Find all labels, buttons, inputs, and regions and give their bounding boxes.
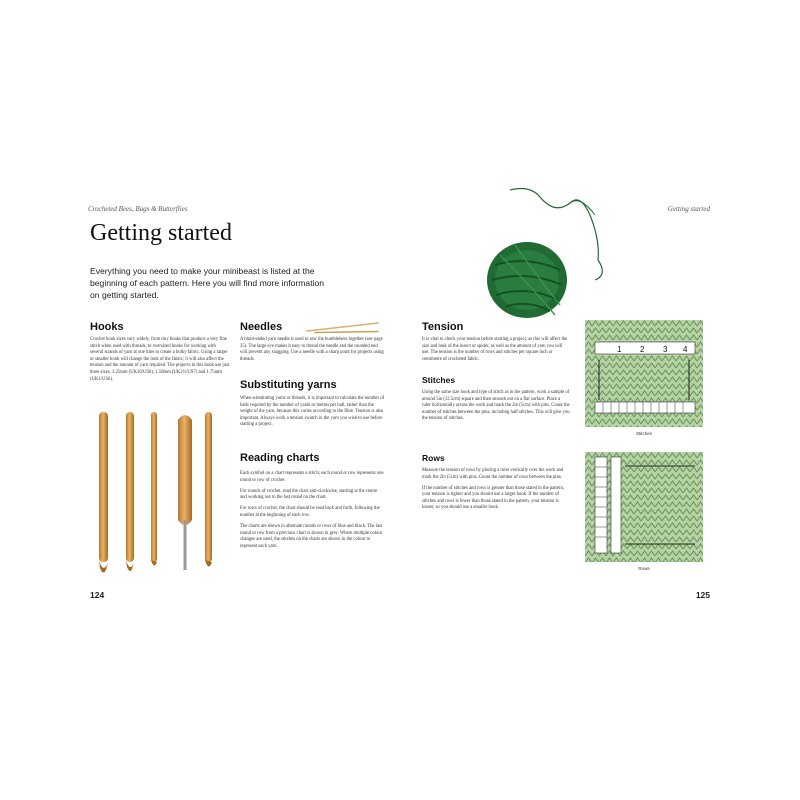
- stitches-body: Using the same size hook and type of stitch as in the pattern, work a sample of around 5in (12.5cm) square and then smooth out on a flat surface. Place a ruler horizontally across the work and mark the 2in (5cm) with pins. Count the number of stitches between the pins, including half stitches. This will give you the tension of stitches.: [422, 390, 570, 422]
- stitches-swatch-image: [585, 320, 703, 427]
- running-head-left: Crocheted Bees, Bugs & Butterflies: [88, 205, 188, 213]
- reading-charts-paragraph: For rows of crochet, the chart should be read back and forth, following the number at the beginning of each row.: [240, 506, 380, 518]
- yarn-needles-image: [305, 320, 380, 334]
- ruler-top: [595, 342, 695, 354]
- ruler-number-2: 2: [640, 345, 645, 354]
- ruler-number-1: 1: [617, 345, 622, 354]
- stitches-caption: Stitches: [635, 431, 652, 436]
- intro-text: Everything you need to make your minibeast is listed at the beginning of each pattern. Here you will find more information on getting started.: [90, 266, 325, 300]
- reading-charts-body: [240, 471, 385, 555]
- rows-heading: Rows: [422, 453, 445, 463]
- substituting-body: When substituting yarns or threads, it is important to calculate the number of balls required by the number of yards or metres per ball, rather than the weight of the yarn, because this varies according to the fibre. Tension is also important. Always work a tension swatch in the yarn you wish to use before starting a project.: [240, 396, 385, 428]
- ruler-number-4: 4: [683, 345, 688, 354]
- right-page: [400, 195, 720, 605]
- ruler-vertical: [595, 457, 607, 553]
- hook-3: [151, 412, 157, 566]
- hook-1: [99, 412, 108, 573]
- needles-heading: Needles: [240, 321, 283, 333]
- hook-5: [205, 412, 212, 567]
- reading-charts-paragraph: For rounds of crochet, read the chart anti-clockwise, starting at the centre and working out to the last round on the chart.: [240, 488, 378, 501]
- hooks-body: Crochet hook sizes vary widely, from tiny hooks that produce a very fine stitch when used with threads, to oversized hooks for working with several strands of yarn at one time to create a bulky fabric. Using a larger or smaller hook will change the look of the fabric; it will also affect the tension and the amount of yarn required. The projects in this book use just three sizes, 3.25mm (UK10/US0), 1.50mm (UK2½/US7) and 1.75mm (UK1/US6).: [90, 337, 230, 382]
- rows-swatch-image: [585, 452, 703, 562]
- ruler-number-3: 3: [663, 345, 668, 354]
- book-spread: [80, 195, 720, 605]
- page-number-right: 125: [695, 590, 710, 600]
- reading-charts-paragraph: The charts are shown in alternate rounds or rows of blue and black. The last round or row from a previous chart is shown in grey. Where multiple colour changes are used, the stitches on the charts are shown in the colour to represent each yarn.: [240, 524, 383, 549]
- left-page: [80, 195, 400, 605]
- green-yarn-ball-image: [480, 185, 630, 330]
- tension-heading: Tension: [422, 321, 464, 333]
- page-number-left: 124: [90, 590, 105, 600]
- running-head-right: Getting started: [667, 205, 710, 213]
- hook-4: [178, 415, 192, 570]
- reading-charts-paragraph: Each symbol on a chart represents a stitch; each round or row represents one round or row of crochet.: [240, 471, 384, 483]
- rows-body: [422, 468, 570, 517]
- tension-body: It is vital to check your tension before starting a project, as this will affect the size and look of the insect or spider, as well as the amount of yarn you will use. The tension is the number of rows and stitches per square inch or centimetre of crocheted fabric.: [422, 337, 568, 362]
- rows-paragraph: Measure the tension of rows by placing a ruler vertically over the work and mark the 2in (5cm) with pins. Count the number of rows between the pins.: [422, 468, 564, 480]
- crochet-hooks-photo: [90, 410, 220, 580]
- needles-body: A blunt-ended yarn needle is used to sew the bumblebees together (see page 35). The large eye makes it easy to thread the needle and the rounded end will prevent any snagging. Use a needle with a sharp point for projects using threads.: [240, 337, 384, 362]
- ruler-bottom: [595, 402, 695, 413]
- rows-caption: Rows: [638, 566, 650, 571]
- rows-paragraph: If the number of stitches and rows is greater than those stated in the pattern, your tension is tighter and you should use a larger hook. If the number of stitches and rows is fewer than those stated in the pattern, your tension is looser, so you should use a smaller hook.: [422, 485, 565, 511]
- stitches-heading: Stitches: [422, 375, 456, 385]
- hooks-heading: Hooks: [90, 321, 124, 333]
- substituting-heading: Substituting yarns: [240, 379, 337, 391]
- page-title: Getting started: [90, 220, 232, 246]
- reading-charts-heading: Reading charts: [240, 452, 320, 464]
- hook-2: [126, 412, 134, 571]
